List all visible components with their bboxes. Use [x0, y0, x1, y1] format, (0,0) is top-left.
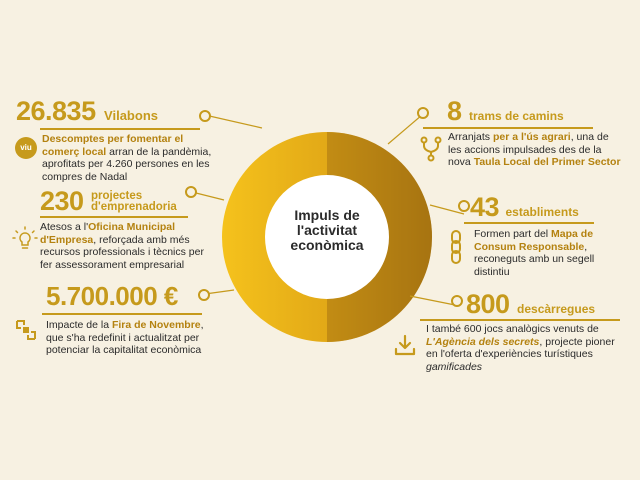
camins-desc-pre: Arranjats — [448, 131, 493, 143]
connector-camins — [388, 115, 422, 144]
vilabons-desc-rest: arran de la pandèmia, aprofitats per 4.260 persones en les compres de Nadal — [42, 145, 212, 183]
fira-desc-pre: Impacte de la — [46, 319, 112, 331]
camins-label: trams de camins — [468, 109, 564, 123]
fira-number: 5.700.000 € — [46, 281, 178, 311]
connector-descarregues — [410, 296, 455, 305]
dot-descarregues — [451, 295, 463, 307]
establiments-desc-pre: Formen part del — [474, 228, 552, 240]
descarregues-label: descàrregues — [517, 302, 596, 316]
viu-logo-icon — [15, 137, 37, 159]
projectes-desc-rest: , reforçada amb més recursos professionals i tècnics per fer assessorament empresarial — [40, 233, 204, 271]
establiments-desc — [474, 228, 626, 278]
fira-rule — [42, 313, 202, 315]
dot-camins — [417, 107, 429, 119]
projectes-desc-highlight: Oficina Municipal d'Empresa — [40, 221, 176, 246]
descarregues-desc — [426, 323, 628, 373]
projectes-label-line1: projectes — [91, 189, 143, 202]
establiments-desc-highlight: Mapa de Consum Responsable — [474, 228, 594, 253]
projectes-desc — [40, 221, 210, 271]
vilabons-label: Vilabons — [104, 108, 158, 123]
descarregues-desc-italic: gamificades — [426, 360, 483, 373]
establiments-rule — [464, 222, 594, 224]
projectes-desc-pre: Atesos a l' — [40, 221, 89, 233]
item-descarregues — [466, 289, 636, 320]
dot-establiments — [458, 200, 470, 212]
puzzle-icon — [14, 318, 38, 342]
projectes-rule — [40, 216, 188, 218]
vilabons-desc — [42, 133, 214, 183]
center-title — [277, 208, 377, 253]
viu-logo-text: viu — [20, 143, 32, 152]
establiments-label: establiments — [505, 205, 579, 219]
item-establiments — [470, 192, 630, 223]
establiments-number: 43 — [470, 192, 500, 222]
descarregues-desc-highlight: L'Agència dels secrets — [426, 335, 540, 348]
item-fira — [46, 281, 206, 312]
center-line-1: Impuls de — [294, 207, 360, 223]
chain-icon — [448, 230, 464, 264]
download-icon — [394, 334, 416, 356]
fira-desc-highlight: Fira de Novembre — [111, 319, 201, 331]
camins-number: 8 — [447, 96, 462, 126]
lightbulb-icon — [12, 226, 38, 252]
center-line-2: l'activitat — [296, 222, 358, 238]
camins-rule — [423, 127, 593, 129]
descarregues-number: 800 — [466, 289, 510, 319]
vilabons-number: 26.835 — [16, 96, 96, 126]
camins-desc-mid: , una de les accions impulsades des de la nova — [448, 131, 609, 168]
descarregues-desc-mid: , projecte pioner en l'oferta d'experiències turístiques — [426, 335, 615, 360]
item-camins — [447, 96, 627, 127]
item-vilabons — [16, 96, 216, 127]
projectes-number: 230 — [40, 186, 84, 216]
camins-desc-highlight-2: Taula Local del Primer Sector — [473, 156, 621, 168]
descarregues-desc-pre: I també 600 jocs analògics venuts de — [426, 323, 599, 335]
vilabons-rule — [40, 128, 200, 130]
camins-desc-highlight: per a l'ús agrari — [492, 131, 571, 143]
establiments-desc-rest: , reconeguts amb un segell distintiu — [474, 240, 595, 278]
center-line-3: econòmica — [290, 237, 364, 253]
projectes-label-line2: d'emprenadoria — [91, 200, 177, 213]
camins-desc — [448, 131, 624, 169]
descarregues-rule — [420, 319, 620, 321]
branch-icon — [420, 136, 442, 162]
fira-desc — [46, 319, 218, 357]
projectes-label — [91, 191, 177, 213]
vilabons-desc-highlight: Descomptes per fomentar el comerç local — [42, 133, 184, 158]
fira-desc-rest: , que s'ha redefinit i actualitzat per potenciar la capitalitat econòmica — [46, 319, 204, 356]
item-projectes — [40, 186, 200, 217]
